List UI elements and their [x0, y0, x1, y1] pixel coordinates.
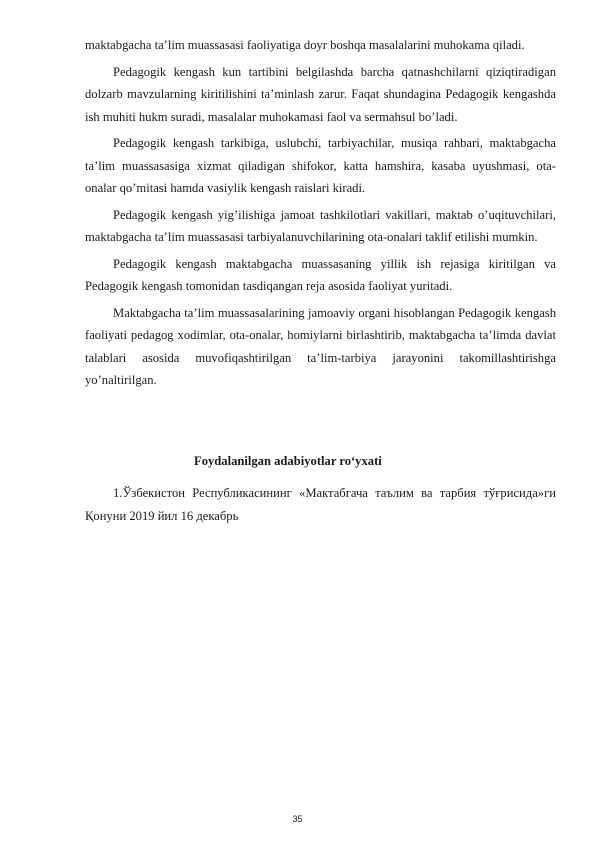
paragraph: Pedagogik kengash yig’ilishiga jamoat tashkilotlari vakillari, maktab o’uqituvchilari, maktabgacha ta’lim muassasasi tarbiyalanuvchilarining ota-onalari taklif etilishi mumkin. [85, 207, 556, 244]
paragraph-continuation: maktabgacha ta’lim muassasasi faoliyatiga doyr boshqa masalalarini muhokama qiladi. [85, 38, 525, 52]
document-page [85, 34, 556, 527]
references-heading: Foydalanilgan adabiyotlar ro‘yxati [194, 453, 382, 468]
paragraph: Pedagogik kengash kun tartibini belgilashda barcha qatnashchilarni qiziqtiradigan dolzarb mavzularning kiritilishini ta’minlash zarur. Faqat shundagina Pedagogik kengashda ish muhiti hukm suradi, masalalar muhokamasi faol va sermahsul bo’ladi. [85, 64, 556, 124]
page-number: 35 [292, 814, 303, 824]
paragraph: Maktabgacha ta’lim muassasalarining jamoaviy organi hisoblangan Pedagogik kengash faoliyati pedagog xodimlar, ota-onalar, homiylarni birlashtirib, maktabgacha ta’limda davlat talablari asosida muvofiqashtirilgan ta’lim-tarbiya jarayonini takomillashtirishga yo’naltirilgan. [85, 305, 556, 387]
paragraph: Pedagogik kengash maktabgacha muassasaning yillik ish rejasiga kiritilgan va Pedagogik kengash tomonidan tasdiqangan reja asosida faoliyat yuritadi. [85, 256, 556, 293]
reference-item: 1.Ўзбекистон Республикасининг «Мактабгача таълим ва тарбия тўғрисида»ги Қонуни 2019 йил 16 декабрь [85, 486, 556, 523]
paragraph: Pedagogik kengash tarkibiga, uslubchi, tarbiyachilar, musiqa rahbari, maktabgacha ta’lim muassasasiga xizmat qiladigan shifokor, katta hamshira, kasaba uyushmasi, ota- onalar qo’mitasi hamda vasiylik kengash raislari kiradi. [85, 136, 556, 195]
